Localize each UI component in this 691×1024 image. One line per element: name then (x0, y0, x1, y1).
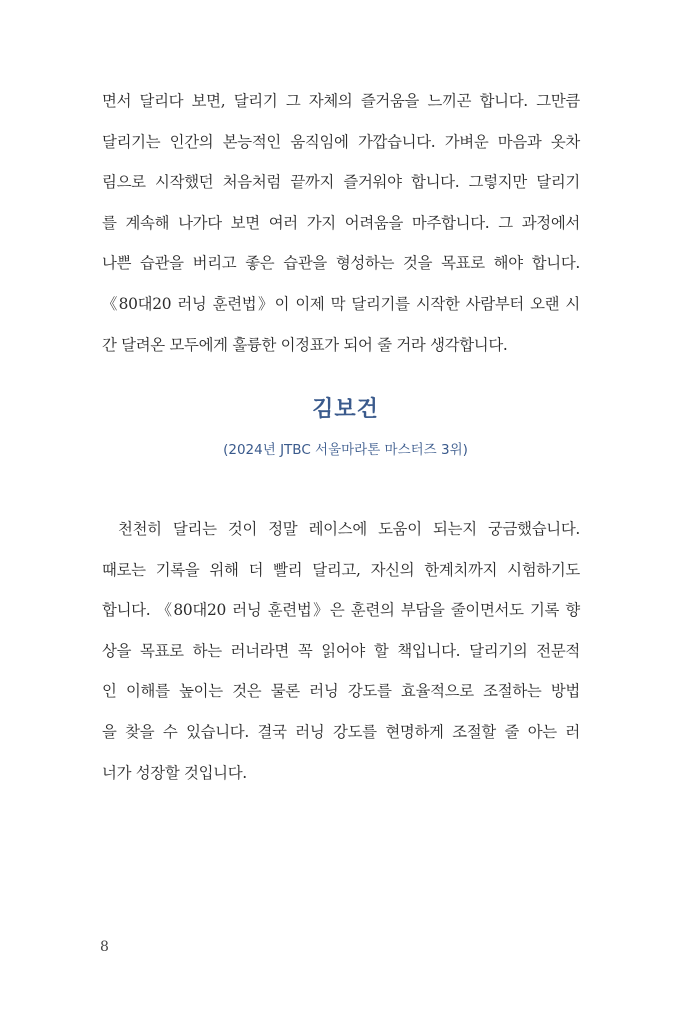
text-line: 천천히 달리는 것이 정말 레이스에 도움이 되는지 궁금했습니다. (118, 520, 580, 538)
text-line: 너가 성장할 것입니다. (102, 763, 247, 782)
text-line: 면서 달리다 보면, 달리기 그 자체의 즐거움을 느끼곤 합니다. 그만큼 (102, 92, 580, 110)
endorsement-paragraph-1 (102, 81, 580, 365)
text-line: 를 계속해 나가다 보면 여러 가지 어려움을 마주합니다. 그 과정에서 (102, 213, 580, 232)
text-line: 나쁜 습관을 버리고 좋은 습관을 형성하는 것을 목표로 해야 합니다. (102, 254, 580, 273)
endorser-credential: (2024년 JTBC 서울마라톤 마스터즈 3위) (223, 442, 468, 458)
endorser-name: 김보건 (312, 397, 379, 422)
endorsement-paragraph-2 (102, 509, 580, 793)
text-line: 림으로 시작했던 처음처럼 끝까지 즐거워야 합니다. 그렇지만 달리기 (102, 173, 580, 192)
page-number: 8 (100, 939, 109, 955)
text-line: 간 달려온 모두에게 훌륭한 이정표가 되어 줄 거라 생각합니다. (102, 335, 508, 354)
text-line: 때로는 기록을 위해 더 빨리 달리고, 자신의 한계치까지 시험하기도 (102, 560, 580, 579)
text-line: 을 찾을 수 있습니다. 결국 러닝 강도를 현명하게 조절할 줄 아는 러 (102, 722, 580, 741)
text-line: 합니다. 《80대20 러닝 훈련법》은 훈련의 부담을 줄이면서도 기록 향 (102, 601, 580, 620)
text-line: 《80대20 러닝 훈련법》이 이제 막 달리기를 시작한 사람부터 오랜 시 (102, 294, 580, 313)
text-line: 달리기는 인간의 본능적인 움직임에 가깝습니다. 가벼운 마음과 옷차 (102, 132, 580, 151)
text-line: 인 이해를 높이는 것은 물론 러닝 강도를 효율적으로 조절하는 방법 (102, 682, 580, 701)
text-line: 상을 목표로 하는 러너라면 꼭 읽어야 할 책입니다. 달리기의 전문적 (102, 641, 580, 660)
